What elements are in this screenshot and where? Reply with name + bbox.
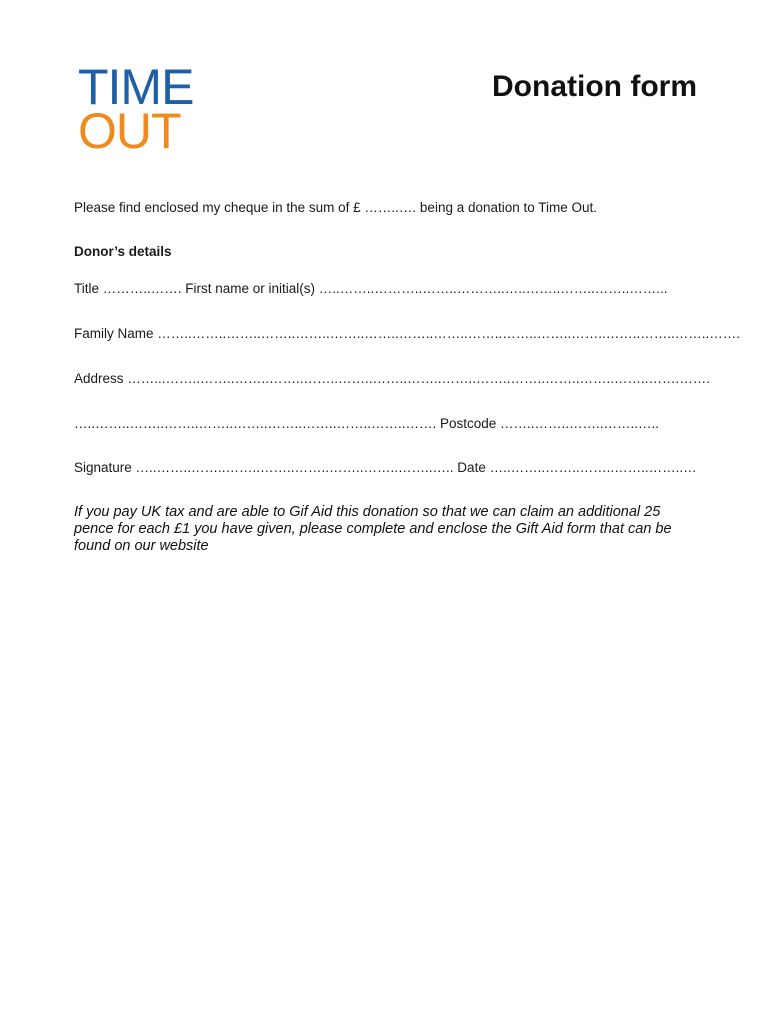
logo-out-text: OUT bbox=[78, 103, 181, 159]
cheque-intro-text: Please find enclosed my cheque in the sum of £ ……..…. being a donation to Time Out. bbox=[74, 200, 598, 215]
title-name-field-line[interactable]: Title ………..……. First name or initial(s) …..……..………..……..………..…..……..……..……..……... bbox=[74, 281, 668, 296]
page-title: Donation form bbox=[492, 70, 697, 103]
family-name-field-line[interactable]: Family Name ……..……..……..……..……..……..……..……..……..……..……..……..……..……..……..……..……. bbox=[74, 326, 741, 341]
donor-details-heading: Donor’s details bbox=[74, 244, 172, 259]
gift-aid-note: If you pay UK tax and are able to Gif Aid this donation so that we can claim an additional 25 pence for each £1 you have given, please complete and enclose the Gift Aid form that can be found on our website bbox=[74, 504, 672, 554]
address-field-line-1[interactable]: Address ……...……..……..……..……..……..……..……..……..……..……..……..……..……..……..…….……. bbox=[74, 371, 711, 386]
signature-date-field-line[interactable]: Signature …..……..……..……..……..……..……..……..……..….. Date …..……..……..……..……..……..… bbox=[74, 460, 697, 475]
time-out-logo bbox=[78, 59, 208, 159]
logo-time-text: TIME bbox=[78, 59, 194, 115]
address-postcode-field-line[interactable]: …..……..……..……..……..……..……..……..……..……..……. Postcode ……..……..……..……..….. bbox=[74, 416, 660, 431]
